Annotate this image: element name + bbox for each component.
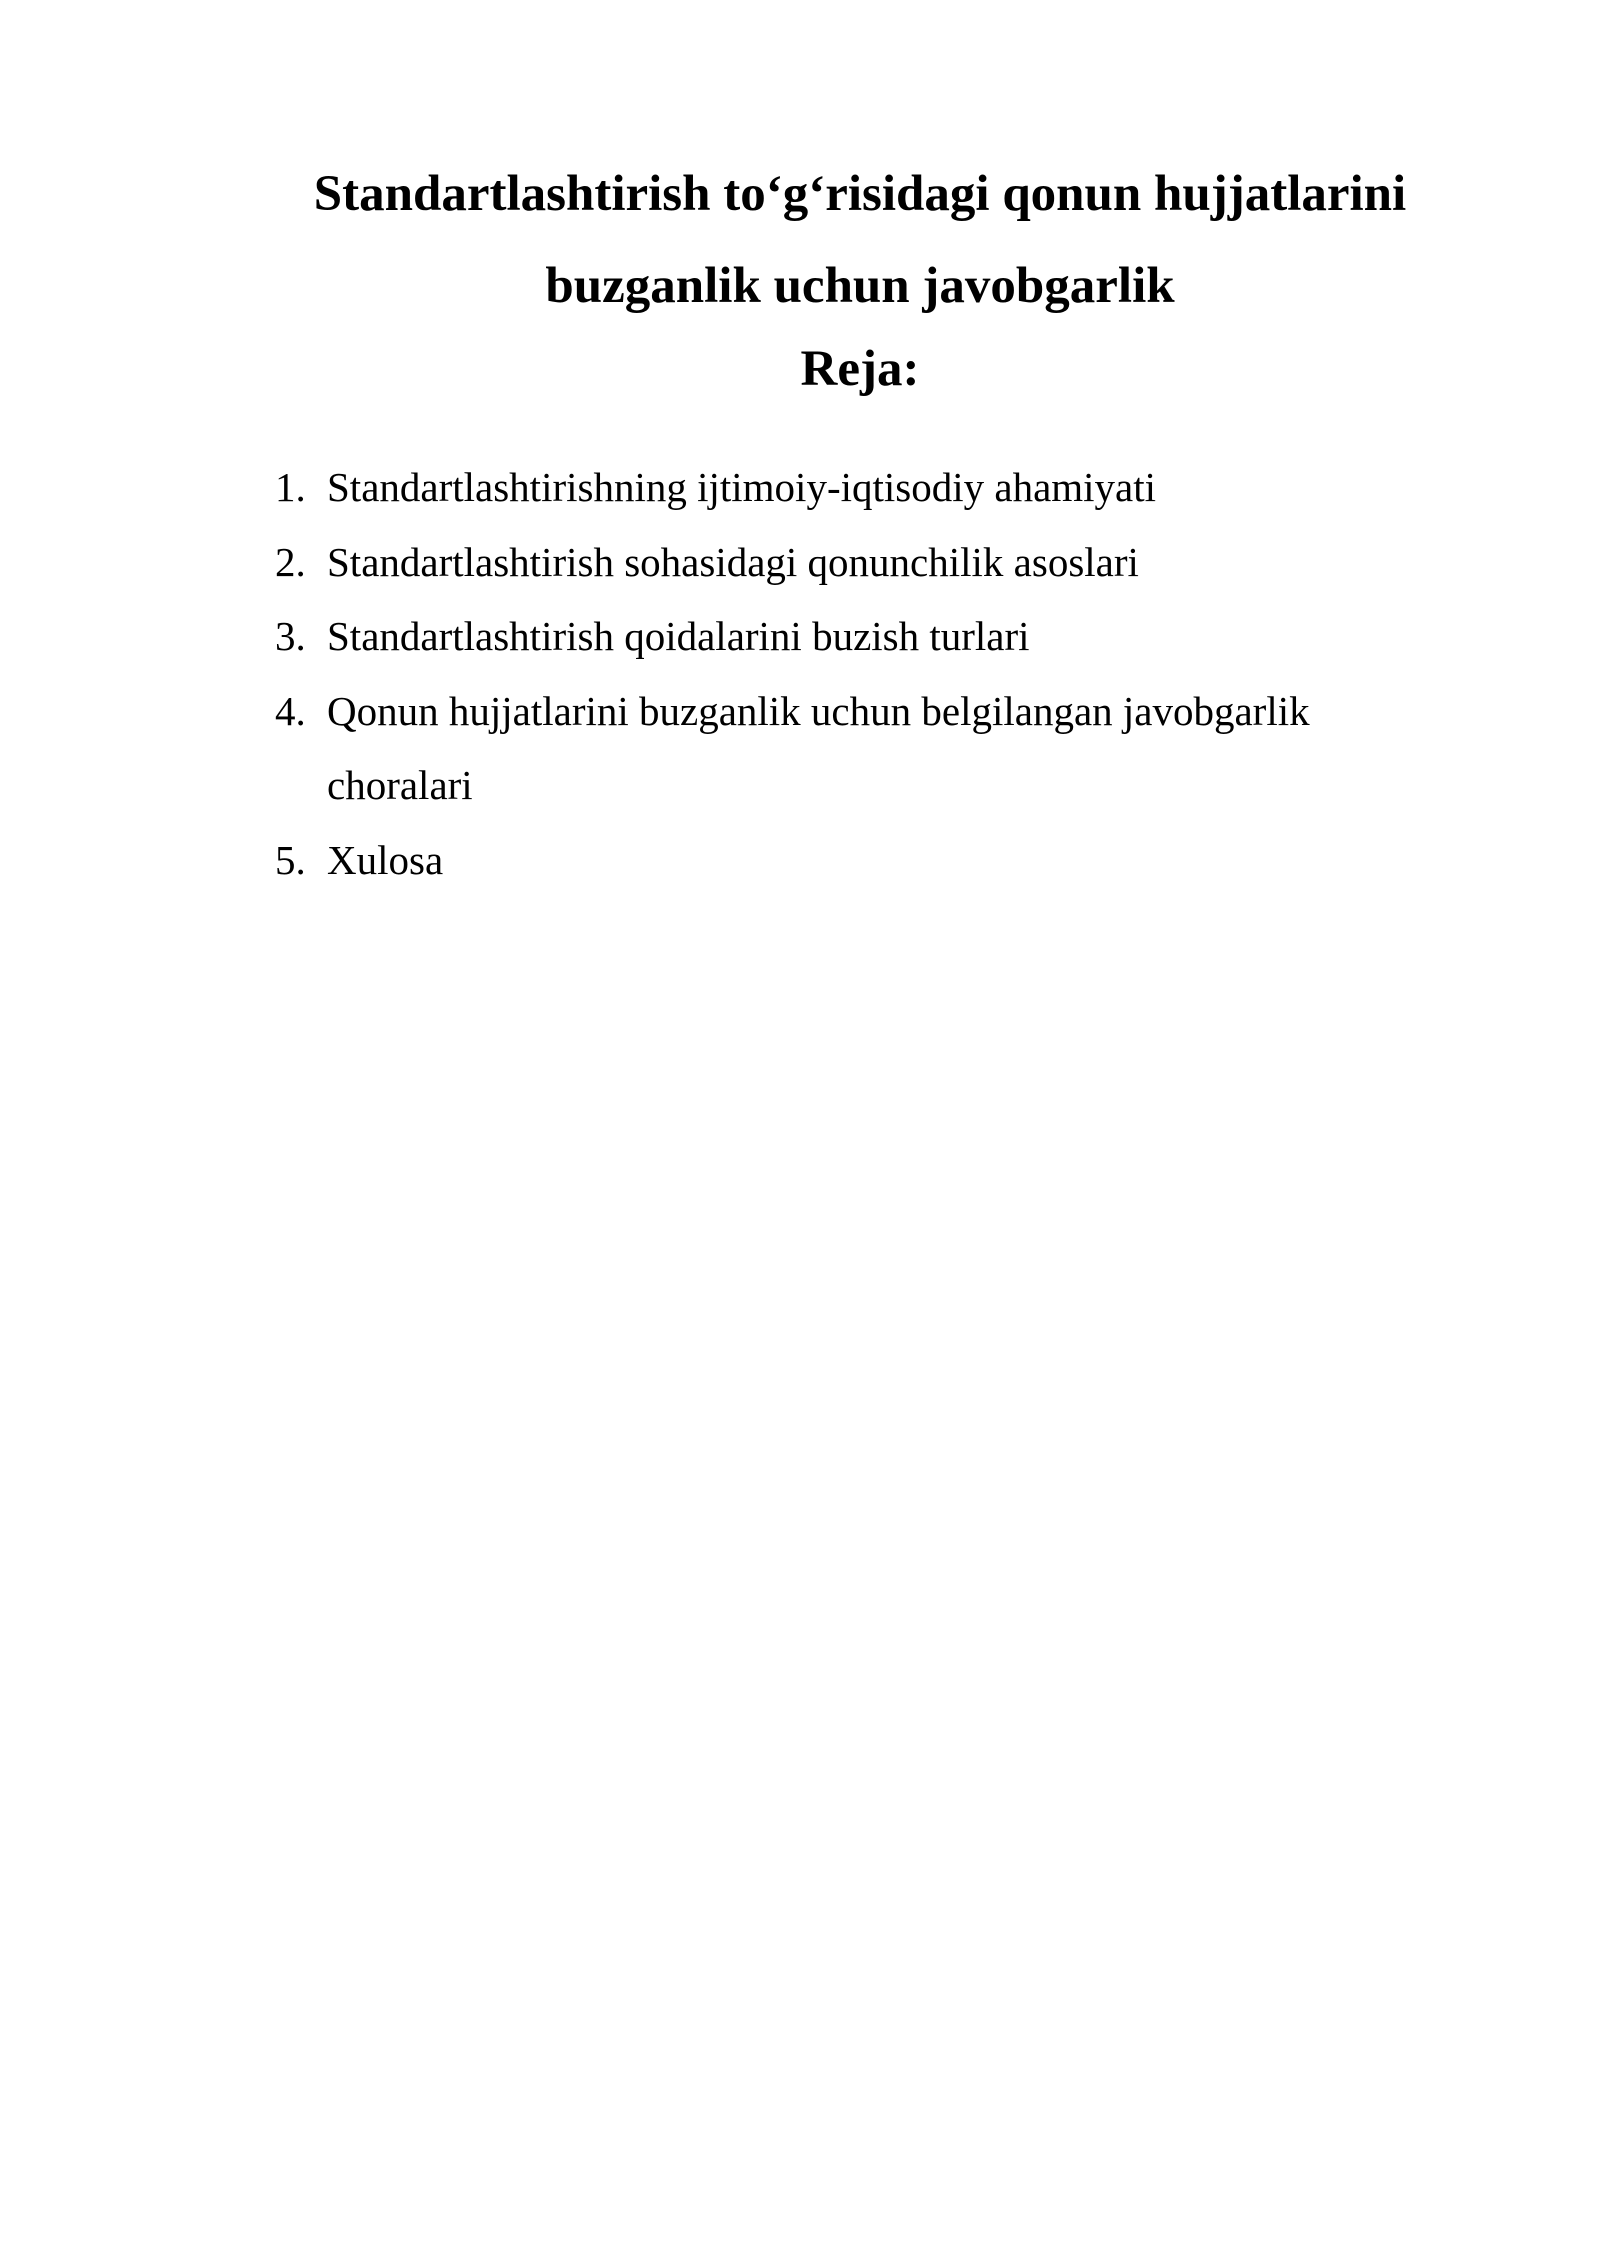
plan-item-4 xyxy=(275,674,1395,823)
title-line-1: Standartlashtirish to‘g‘risidagi qonun hujjatlarini xyxy=(313,166,1407,222)
plan-item-5 xyxy=(275,823,1395,898)
plan-item-number: 3. xyxy=(275,613,306,659)
plan-item-number: 2. xyxy=(275,538,306,585)
plan-item-text: Xulosa xyxy=(327,836,444,883)
plan-item-text: Standartlashtirish qoidalarini buzish turlari xyxy=(327,613,1030,659)
title-line-2: buzganlik uchun javobgarlik xyxy=(545,258,1175,314)
plan-item-text: Standartlashtirish sohasidagi qonunchilik asoslari xyxy=(327,538,1139,585)
plan-item-2 xyxy=(275,525,1395,600)
plan-item-number: 4. xyxy=(275,687,306,734)
plan-heading: Reja: xyxy=(800,341,920,397)
plan-item-number: 5. xyxy=(275,836,306,883)
plan-item-number: 1. xyxy=(275,464,306,510)
plan-list xyxy=(275,450,1395,897)
plan-item-text: Standartlashtirishning ijtimoiy-iqtisodiy ahamiyati xyxy=(327,464,1157,510)
plan-item-1 xyxy=(275,450,1395,525)
plan-item-3 xyxy=(275,599,1395,674)
plan-item-text: Qonun hujjatlarini buzganlik uchun belgilangan javobgarlik choralari xyxy=(327,687,1310,808)
document-title xyxy=(230,148,1490,332)
